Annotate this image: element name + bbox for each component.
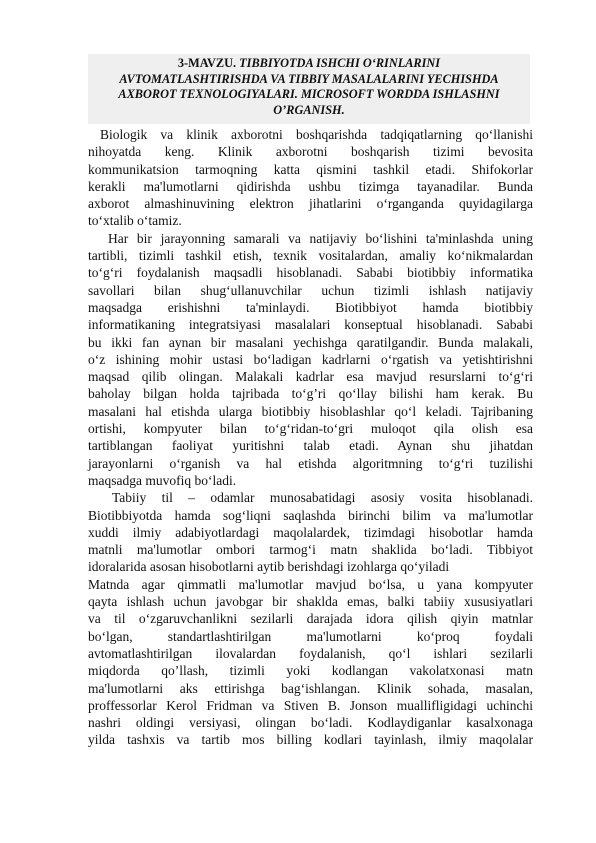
text-line: Har bir jarayonning samarali va natijaviy bo‘lishini ta'minlashda uning (108, 230, 533, 246)
topic-number: 3-MAVZU. (177, 56, 237, 70)
text-line: va til o‘zgaruvchanlikni sezilarli darajada idora qilish qiyin matnlar (88, 611, 533, 627)
text-line: axborot almashinuvining elektron jihatlarini o‘rganganda quyidagilarga (88, 196, 533, 212)
text-line: maqsadga erishishni ta'minlaydi. Biotibbiyot hamda biotibbiy (88, 299, 533, 315)
text-line: qayta ishlash uchun javobgar bir shaklda emas, balki tabiiy xususiyatlari (88, 594, 533, 610)
text-line: maqsad qilib olingan. Malakali kadrlar esa mavjud resurslarni to‘g‘ri (88, 369, 533, 385)
text-line: kommunikatsion tarmoqning katta qismini tashkil etadi. Shifokorlar (88, 161, 533, 177)
text-line: Biologik va klinik axborotni boshqarishda tadqiqatlarning qo‘llanishi (100, 127, 533, 142)
document-body (88, 126, 533, 749)
text-line: xuddi ilmiy adabiyotlardagi maqolalardek, tizimdagi hisobotlar hamda (88, 524, 533, 540)
text-line: ma'lumotlarni aks ettirishga bag‘ishlangan. Klinik sohada, masalan, (88, 680, 533, 696)
heading-line-4: O’RGANISH. (273, 102, 345, 117)
heading-text-1: TIBBIYOTDA ISHCHI O‘RINLARINI (239, 56, 441, 70)
text-line: baholay bilgan holda tajribada to‘g’ri qo‘llay bilishi ham kerak. Bu (88, 386, 533, 402)
text-line: bo‘lgan, standartlashtirilgan ma'lumotlarni ko‘proq foydali (88, 628, 533, 644)
heading-line-1 (88, 56, 530, 72)
text-line: ortishi, kompyuter bilan to‘g‘ridan-to‘gri muloqot qila olish esa (88, 421, 533, 437)
text-line: proffessorlar Kerol Fridman va Stiven B. Jonson muallifligidagi uchinchi (88, 697, 533, 713)
text-line: to‘xtalib o‘tamiz. (88, 213, 182, 229)
text-line: tartibli, tizimli tashkil etish, texnik vositalardan, amaliy ko‘nikmalardan (88, 248, 533, 264)
text-line: savollari bilan shug‘ullanuvchilar uchun tizimli ishlash natijaviy (88, 282, 533, 298)
text-line: masalani hal etishda ularga biotibbiy hisoblashlar qo‘l keladi. Tajribaning (88, 403, 533, 419)
text-line: Biotibbiyotda hamda sog‘liqni saqlashda birinchi bilim va ma'lumotlar (88, 507, 533, 523)
text-line: yilda tashxis va tartib mos billing kodlari tayinlash, ilmiy maqolalar (88, 732, 533, 748)
text-line: kerakli ma'lumotlarni qidirishda ushbu tizimga tayanadilar. Bunda (88, 178, 533, 194)
heading-line-3: AXBOROT TEXNOLOGIYALARI. MICROSOFT WORDDA ISHLASHNI (118, 87, 500, 101)
text-line: avtomatlashtirilgan ilovalardan foydalanish, qo‘l ishlari sezilarli (88, 645, 533, 661)
text-line: informatikaning integratsiyasi masalalari konseptual hisoblanadi. Sababi (88, 317, 533, 333)
heading-line-2: AVTOMATLASHTIRISHDA VA TIBBIY MASALALARINI YECHISHDA (119, 71, 499, 86)
text-line: bu ikki fan aynan bir masalani yechishga qaratilgandir. Bunda malakali, (88, 334, 533, 350)
text-line: matnli ma'lumotlar ombori tarmog‘i matn shaklida bo‘ladi. Tibbiyot (88, 542, 533, 558)
text-line: Tabiiy til – odamlar munosabatidagi asosiy vosita hisoblanadi. (112, 490, 533, 506)
text-line: jarayonlarni o‘rganish va hal etishda algoritmning to‘g‘ri tuzilishi (88, 455, 533, 471)
text-line: nihoyatda keng. Klinik axborotni boshqarish tizimi bevosita (88, 144, 533, 160)
text-line: maqsadga muvofiq bo‘ladi. (88, 472, 237, 488)
text-line: to‘g‘ri foydalanish maqsadli hisoblanadi. Sababi biotibbiy informatika (88, 265, 533, 281)
text-line: miqdorda qo’llash, tizimli yoki kodlangan vakolatxonasi matn (88, 663, 533, 679)
text-line: tartiblangan faoliyat yuritishni talab etadi. Aynan shu jihatdan (88, 438, 533, 454)
text-line: idoralarida asosan hisobotlarni aytib berishdagi izohlarga qo‘yiladi (88, 559, 450, 575)
text-line: o‘z ishining mohir ustasi bo‘ladigan kadrlarni o‘rgatish va yetishtirishni (88, 351, 533, 367)
topic-heading (88, 54, 530, 124)
text-line: Matnda agar qimmatli ma'lumotlar mavjud bo‘lsa, u yana kompyuter (88, 576, 533, 592)
text-line: nashri oldingi versiyasi, olingan bo‘ladi. Kodlaydiganlar kasalxonaga (88, 715, 533, 731)
